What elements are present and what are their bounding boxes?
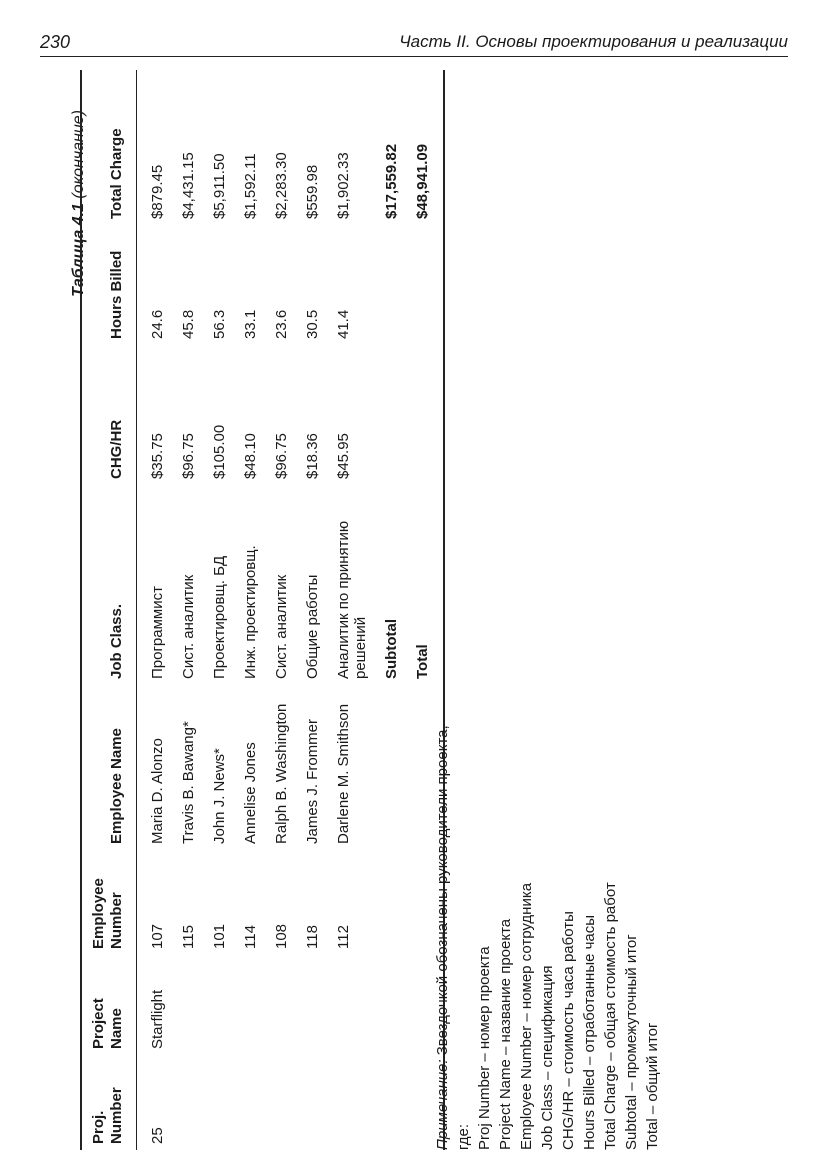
header-hours-billed: Hours Billed [108, 250, 125, 339]
total-value: $48,941.09 [414, 143, 431, 219]
hours-billed-cell: 33.1 [242, 309, 259, 339]
header-employee-name: Employee Name [108, 728, 125, 844]
chg-hr-cell: $96.75 [273, 433, 290, 479]
employee-number-cell: 118 [304, 925, 321, 949]
proj-number-cell [173, 1055, 204, 1150]
employee-name-cell: Travis B. Bawang* [180, 721, 197, 844]
table-row [137, 70, 174, 1150]
job-class-cell: Аналитик по принятию решений [335, 520, 369, 679]
chg-hr-cell: $96.75 [180, 433, 197, 479]
total-charge-cell: $5,911.50 [211, 153, 228, 219]
employee-name-cell: Ralph B. Washington [273, 703, 290, 844]
proj-number-cell [266, 1055, 297, 1150]
chg-hr-cell: $105.00 [211, 424, 228, 479]
total-charge-cell: $2,283.30 [273, 152, 290, 219]
data-table [80, 70, 445, 1150]
empty-cell [376, 345, 407, 485]
table-row [266, 70, 297, 1150]
note-text: Звездочкой обозначены руководители проекта, [434, 725, 451, 1060]
table-row [204, 70, 235, 1150]
employee-name-cell: James J. Frommer [304, 718, 321, 844]
project-name-cell [204, 955, 235, 1055]
empty-cell [376, 225, 407, 345]
hours-billed-cell: 30.5 [304, 309, 321, 339]
table-row [235, 70, 266, 1150]
employee-name-cell: Maria D. Alonzo [149, 738, 166, 844]
note-text-continued: где: [455, 1123, 472, 1150]
note-lead: Примечание: [434, 1059, 451, 1150]
job-class-cell: Сист. аналитик [180, 574, 197, 679]
table-header [81, 70, 137, 1150]
employee-number-cell: 107 [149, 923, 166, 949]
header-total-charge: Total Charge [108, 128, 125, 219]
project-name-cell [266, 955, 297, 1055]
project-name-cell: Starflight [149, 989, 166, 1049]
header-job-class: Job Class. [108, 603, 125, 679]
project-name-cell [328, 955, 376, 1055]
job-class-cell: Проектировщ. БД [211, 555, 228, 679]
employee-number-cell: 101 [211, 923, 228, 949]
table-number: Таблица 4.1 [70, 203, 87, 297]
chg-hr-cell: $48.10 [242, 433, 259, 479]
legend-item: Hours Billed – отработанные часы [581, 914, 598, 1150]
empty-cell [376, 955, 407, 1055]
proj-number-cell [235, 1055, 266, 1150]
legend-item: CHG/HR – стоимость часа работы [560, 911, 577, 1150]
total-charge-cell: $879.45 [149, 164, 166, 219]
project-name-cell [235, 955, 266, 1055]
empty-cell [376, 850, 407, 955]
employee-number-cell: 108 [273, 923, 290, 949]
chg-hr-cell: $35.75 [149, 433, 166, 479]
subtotal-label: Subtotal [383, 619, 400, 679]
legend-item: Employee Number – номер сотрудника [518, 882, 535, 1150]
legend-item: Job Class – спецификация [539, 965, 556, 1150]
legend-item: Proj Number – номер проекта [476, 946, 493, 1150]
table-body [137, 70, 445, 1150]
note-line [432, 150, 453, 1150]
employee-name-cell: John J. News* [211, 748, 228, 844]
header-row [81, 70, 137, 1150]
hours-billed-cell: 45.8 [180, 309, 197, 339]
part-title: Часть II. Основы проектирования и реализации [399, 32, 788, 51]
legend-item: Project Name – название проекта [497, 918, 514, 1150]
total-charge-cell: $1,902.33 [335, 152, 352, 219]
header-project-name: Project Name [90, 998, 125, 1049]
legend-item: Subtotal – промежуточный итог [623, 934, 640, 1150]
empty-cell [376, 685, 407, 850]
header-employee-number: Employee Number [90, 878, 125, 949]
proj-number-cell [204, 1055, 235, 1150]
header-proj-number: Proj. Number [90, 1087, 125, 1144]
project-name-cell [173, 955, 204, 1055]
table-note [432, 150, 663, 1150]
hours-billed-cell: 23.6 [273, 309, 290, 339]
employee-name-cell: Annelise Jones [242, 742, 259, 844]
table-row [328, 70, 376, 1150]
table-caption-suffix: (окончание) [70, 110, 87, 204]
employee-name-cell: Darlene M. Smithson [335, 703, 352, 844]
project-name-cell [297, 955, 328, 1055]
job-class-cell: Программист [149, 586, 166, 679]
page-number: 230 [40, 32, 71, 52]
hours-billed-cell: 56.3 [211, 309, 228, 339]
job-class-cell: Общие работы [304, 574, 321, 679]
total-charge-cell: $4,431.15 [180, 152, 197, 219]
hours-billed-cell: 41.4 [335, 309, 352, 339]
chg-hr-cell: $45.95 [335, 433, 352, 479]
rotated-table-page [60, 70, 820, 1150]
header-chg-hr: CHG/HR [108, 419, 125, 479]
proj-number-cell [297, 1055, 328, 1150]
legend-item: Total – общий итог [644, 1022, 661, 1150]
subtotal-value: $17,559.82 [383, 143, 400, 219]
chg-hr-cell: $18.36 [304, 433, 321, 479]
employee-number-cell: 114 [242, 925, 259, 949]
table-row [297, 70, 328, 1150]
subtotal-row [376, 70, 407, 1150]
job-class-cell: Инж. проектировщ. [242, 545, 259, 679]
proj-number-cell [328, 1055, 376, 1150]
hours-billed-cell: 24.6 [149, 309, 166, 339]
total-charge-cell: $1,592.11 [242, 153, 259, 219]
total-charge-cell: $559.98 [304, 164, 321, 219]
employee-number-cell: 115 [180, 925, 197, 949]
proj-number-cell: 25 [149, 1127, 166, 1144]
running-head [40, 30, 788, 57]
legend-item: Total Charge – общая стоимость работ [602, 882, 619, 1150]
table-row [173, 70, 204, 1150]
total-label: Total [414, 644, 431, 679]
job-class-cell: Сист. аналитик [273, 574, 290, 679]
employee-number-cell: 112 [335, 925, 352, 949]
abbreviation-legend [474, 150, 663, 1150]
empty-cell [376, 1055, 407, 1150]
